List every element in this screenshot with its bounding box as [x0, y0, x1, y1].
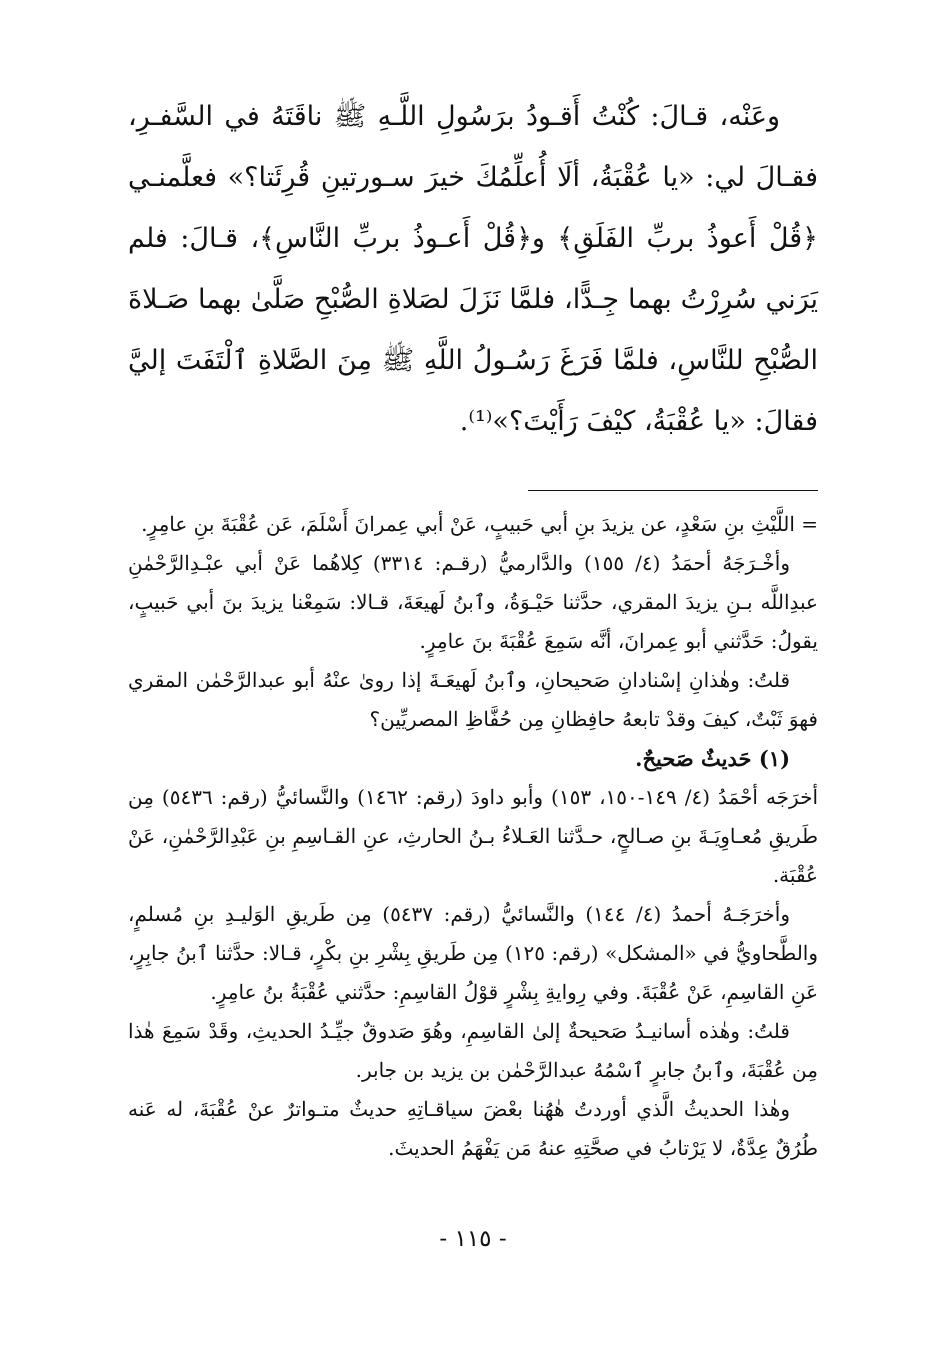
footnote-paragraph: وأخْـرَجَهُ أحمَدُ (٤/ ١٥٥) والدَّارميُّ (رقـم: ٣٣١٤) كِلاهُما عَنْ أبي عبْـدِالرَّحْمٰنِ عبدِاللَّه بـنِ يزيدَ المقري، حدَّثنا حَيْـوَةُ، وٱبنُ لَهيعَةَ، قـالا: سَمِعْنا يزيدَ بنَ أبي حَبيبٍ، يقولُ: حَدَّثني أبو عِمرانَ، أنَّه سَمِعَ عُقْبَةَ بنَ عامِرٍ. [128, 551, 818, 653]
footnote-paragraph: وهٰذا الحديثُ الَّذي أوردتُ هٰهُنا بعْضَ سياقـاتِهِ حديثٌ متـواترٌ عنْ عُقْبَةَ، له عَنه طُرُقٌ عِدَّةٌ، لا يَرْتابُ في صحَّتِهِ عنهُ مَن يَفْهَمُ الحديثَ. [128, 1097, 818, 1160]
footnote-separator [528, 490, 818, 491]
page-number: - ١١٥ - [439, 1226, 507, 1252]
main-text [128, 86, 818, 452]
footnote-continuation: = اللَّيْثِ بنِ سَعْدٍ، عن يزيدَ بنِ أبي حَبيبٍ، عَنْ أبي عِمرانَ أَسْلَمَ، عَن عُقْبَةَ بنِ عامِرٍ. [141, 512, 818, 536]
book-page [128, 86, 818, 1316]
footnote-paragraph: قلتُ: وهٰذانِ إسْنادانِ صَحيحانِ، وٱبنُ لَهيعَـةَ إذا روىٰ عنْهُ أبو عبدالرَّحْمٰن المقري فهوَ ثَبْتٌ، كيفَ وقدْ تابعهُ حافِظانِ مِن حُفَّاظِ المصريِّين؟ [128, 668, 818, 731]
footnote-paragraph: قلتُ: وهٰذه أسانيـدُ صَحيحةٌ إلىٰ القاسِمِ، وهُوَ صَدوقٌ جيِّـدُ الحديثِ، وقَدْ سَمِعَ هٰذا مِن عُقْبَةَ، وٱبنُ جابرٍ ٱسْمُهُ عبدالرَّحْمٰن بن يزيد بن جابر. [128, 1019, 818, 1082]
footnotes [128, 505, 818, 1168]
hadith-paragraph: وعَنْه، قـالَ: كُنْتُ أَقـودُ برَسُولِ اللَّـهِ ﷺ ناقَتَهُ في السَّفـرِ، فقـالَ لي: «يا عُقْبَةُ، ألَا أُعلِّمُكَ خيرَ سـورتينِ قُرِئَتا؟» فعلَّمنـي ﴿قُلْ أَعوذُ بربِّ الفَلَقِ﴾ و﴿قُلْ أَعـوذُ بربِّ النَّاسِ﴾، قـالَ: فلم يَرَني سُرِرْتُ بهما جِـدًّا، فلمَّا نَزَلَ لصَلاةِ الصُّبْحِ صَلَّىٰ بهما صَـلاةَ الصُّبْحِ للنَّاسِ، فلمَّا فَرَغَ رَسُـولُ اللَّهِ ﷺ مِنَ الصَّلاةِ ٱلْتَفَتَ إليَّ فقالَ: «يا عُقْبَةُ، كيْفَ رَأَيْتَ؟»⁽¹⁾. [128, 101, 818, 437]
footnote-1-heading: (١) حَديثٌ صَحيحٌ. [635, 746, 790, 771]
footnote-paragraph: وأخرَجَـهُ أحمدُ (٤/ ١٤٤) والنَّسائيُّ (رقم: ٥٤٣٧) مِن طَريقِ الوَليـدِ بنِ مُسلمٍ، والطَّحاويُّ في «المشكل» (رقم: ١٢٥) مِن طَريقِ بِشْرِ بنِ بكْرٍ، قـالا: حدَّثنا ٱبنُ جابِرٍ، عَنِ القاسِمِ، عَنْ عُقْبَةَ. وفي رِوايةِ بِشْرٍ قوْلُ القاسِمِ: حدَّثني عُقْبَةُ بنُ عامِرٍ. [128, 902, 819, 1004]
footnote-paragraph: أخرَجَه أحْمَدُ (٤/ ١٤٩-١٥٠، ١٥٣) وأبو داودَ (رقم: ١٤٦٢) والنَّسائيُّ (رقم: ٥٤٣٦) مِن طَريقِ مُعـاوِيَـةَ بنِ صـالحٍ، حـدَّثنا العَـلاءُ بـنُ الحارثِ، عنِ القـاسِمِ بنِ عَبْدِالرَّحْمٰنِ، عَنْ عُقْبَة. [128, 785, 818, 887]
